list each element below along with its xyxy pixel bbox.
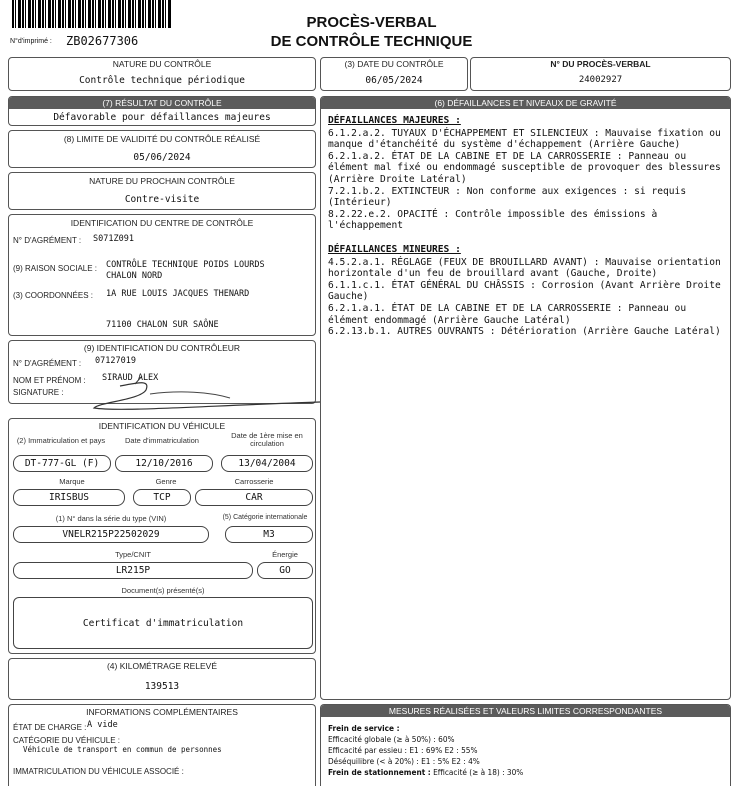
center-agrement: S071Z091: [93, 234, 134, 244]
mileage-box: [8, 658, 316, 700]
validity-value: 05/06/2024: [133, 152, 191, 163]
minor-defects-title: DÉFAILLANCES MINEURES :: [328, 243, 461, 255]
major-defect-1: 6.1.2.a.2. TUYAUX D'ÉCHAPPEMENT ET SILENCIEUX : Mauvaise fixation ou manque d'étanchéité du système d'échappement (Arrière Gauche): [328, 127, 721, 151]
print-number: ZB02677306: [66, 34, 139, 48]
raison-sociale-line1: CONTRÔLE TECHNIQUE POIDS LOURDS: [106, 260, 265, 270]
nature-box: [8, 57, 316, 91]
pv-box: [470, 57, 731, 91]
vehicle-box: [8, 418, 316, 654]
mileage-label: (4) KILOMÉTRAGE RELEVÉ: [106, 661, 218, 671]
service-brake-title: Frein de service :: [328, 723, 400, 733]
marque-value: IRISBUS: [13, 489, 125, 506]
carrosserie-value: CAR: [195, 489, 313, 506]
controller-label: (9) IDENTIFICATION DU CONTRÔLEUR: [83, 343, 241, 353]
charge-value: A vide: [87, 720, 118, 730]
parking-brake-line: [328, 767, 724, 778]
category-intl-label: (5) Catégorie internationale: [222, 514, 308, 521]
documents-value: Certificat d'immatriculation: [82, 618, 244, 629]
genre-label: Genre: [155, 477, 177, 486]
center-address: 1A RUE LOUIS JACQUES THENARD: [106, 289, 250, 299]
date-immat-value: 12/10/2016: [115, 455, 213, 472]
center-box: [8, 214, 316, 336]
next-control-box: [8, 172, 316, 210]
signature-scribble: [80, 372, 340, 418]
defects-list: [328, 115, 724, 338]
signature-label: SIGNATURE :: [13, 388, 64, 397]
carrosserie-label: Carrosserie: [234, 477, 274, 486]
type-label: Type/CNIT: [115, 550, 151, 559]
vehicle-label: IDENTIFICATION DU VÉHICULE: [98, 421, 226, 431]
measure-line-3: Déséquilibre (< à 20%) : E1 : 5% E2 : 4%: [328, 756, 480, 766]
parking-brake-value: Efficacité (≥ à 18) : 30%: [433, 767, 524, 777]
documents-frame: [13, 597, 313, 649]
defects-label: (6) DÉFAILLANCES ET NIVEAUX DE GRAVITÉ: [321, 97, 730, 109]
energy-value: GO: [257, 562, 313, 579]
validity-label: (8) LIMITE DE VALIDITÉ DU CONTRÔLE RÉALISÉ: [63, 134, 261, 144]
immat-value: DT-777-GL (F): [13, 455, 111, 472]
date-box: [320, 57, 468, 91]
minor-defect-1: 4.5.2.a.1. RÉGLAGE (FEUX DE BROUILLARD AVANT) : Mauvaise orientation horizontale d'un feu de brouillard avant (Gauche, Droite): [328, 256, 721, 280]
result-box: [8, 96, 316, 126]
defects-panel: [320, 96, 731, 700]
raison-sociale-line2: CHALON NORD: [106, 271, 163, 281]
immat-label: (2) Immatriculation et pays: [16, 436, 106, 445]
print-number-label: N°d'imprimé :: [10, 38, 52, 45]
info-box: [8, 704, 316, 786]
major-defect-4: 8.2.22.e.2. OPACITÉ : Contrôle impossible des émissions à l'échappement: [328, 208, 658, 232]
measure-line-2: Efficacité par essieu : E1 : 69% E2 : 55%: [328, 745, 478, 755]
date-immat-label: Date d'immatriculation: [125, 436, 199, 445]
first-circulation-value: 13/04/2004: [221, 455, 313, 472]
vin-value: VNELR215P22502029: [13, 526, 209, 543]
pv-value: 24002927: [578, 75, 623, 85]
date-label: (3) DATE DU CONTRÔLE: [344, 59, 444, 69]
result-value: Défavorable pour défaillances majeures: [53, 112, 271, 123]
vehicle-category-label: CATÉGORIE DU VÉHICULE :: [13, 736, 120, 745]
measures-list: [328, 723, 724, 778]
date-value: 06/05/2024: [365, 75, 423, 86]
nature-label: NATURE DU CONTRÔLE: [112, 59, 212, 69]
page-title-line1: PROCÈS-VERBAL: [306, 14, 437, 31]
minor-defect-4: 6.2.13.b.1. AUTRES OUVRANTS : Détérioration (Arrière Gauche Latéral): [328, 326, 721, 338]
parking-brake-title: Frein de stationnement :: [328, 767, 431, 777]
next-control-label: NATURE DU PROCHAIN CONTRÔLE: [89, 176, 235, 186]
first-circulation-label: Date de 1ère mise en circulation: [231, 431, 303, 448]
center-agrement-label: N° D'AGRÉMENT :: [13, 236, 82, 245]
controller-agrement-label: N° D'AGRÉMENT :: [13, 359, 82, 368]
mileage-value: 139513: [144, 681, 180, 692]
charge-label: ÉTAT DE CHARGE :: [13, 723, 87, 732]
center-label: IDENTIFICATION DU CENTRE DE CONTRÔLE: [70, 218, 254, 228]
info-label: INFORMATIONS COMPLÉMENTAIRES: [86, 707, 238, 717]
coordonnees-label: (3) COORDONNÉES :: [13, 291, 94, 300]
minor-defect-2: 6.1.1.c.1. ÉTAT GÉNÉRAL DU CHÂSSIS : Corrosion (Avant Arrière Droite Gauche): [328, 279, 721, 303]
controller-name: SIRAUD ALEX: [102, 373, 159, 383]
next-control-value: Contre-visite: [124, 194, 200, 205]
marque-label: Marque: [59, 477, 85, 486]
nature-value: Contrôle technique périodique: [79, 75, 245, 86]
measures-panel: [320, 704, 731, 786]
major-defect-3: 7.2.1.b.2. EXTINCTEUR : Non conforme aux exigences : si requis (Intérieur): [328, 185, 687, 209]
energy-label: Énergie: [272, 550, 298, 559]
genre-value: TCP: [133, 489, 191, 506]
documents-label: Document(s) présenté(s): [121, 586, 205, 595]
major-defects-title: DÉFAILLANCES MAJEURES :: [328, 115, 461, 126]
type-value: LR215P: [13, 562, 253, 579]
controller-name-label: NOM ET PRÉNOM :: [13, 376, 86, 385]
measures-label: MESURES RÉALISÉES ET VALEURS LIMITES CORRESPONDANTES: [321, 705, 730, 717]
category-intl-value: M3: [225, 526, 313, 543]
minor-defect-3: 6.2.1.a.1. ÉTAT DE LA CABINE ET DE LA CARROSSERIE : Panneau ou élément endommagé (Arrière Gauche Latéral): [328, 302, 687, 326]
result-label: (7) RÉSULTAT DU CONTRÔLE: [9, 97, 315, 109]
page-title-line2: DE CONTRÔLE TECHNIQUE: [270, 33, 473, 50]
raison-sociale-label: (9) RAISON SOCIALE :: [13, 264, 98, 273]
pv-label: N° DU PROCÈS-VERBAL: [550, 59, 651, 69]
major-defect-2: 6.2.1.a.2. ÉTAT DE LA CABINE ET DE LA CARROSSERIE : Panneau ou élément mal fixé ou endommagé susceptible de provoquer des blessures (Arrière Droite Latéral): [328, 150, 721, 185]
measure-line-1: Efficacité globale (≥ à 50%) : 60%: [328, 734, 455, 744]
vin-label: (1) N° dans la série du type (VIN): [55, 514, 167, 523]
associated-vehicle-label: IMMATRICULATION DU VÉHICULE ASSOCIÉ :: [13, 767, 184, 776]
controller-agrement: 07127019: [95, 356, 136, 366]
center-city: 71100 CHALON SUR SAÔNE: [106, 320, 219, 330]
validity-box: [8, 130, 316, 168]
vehicle-category-value: Véhicule de transport en commun de personnes: [23, 745, 222, 754]
